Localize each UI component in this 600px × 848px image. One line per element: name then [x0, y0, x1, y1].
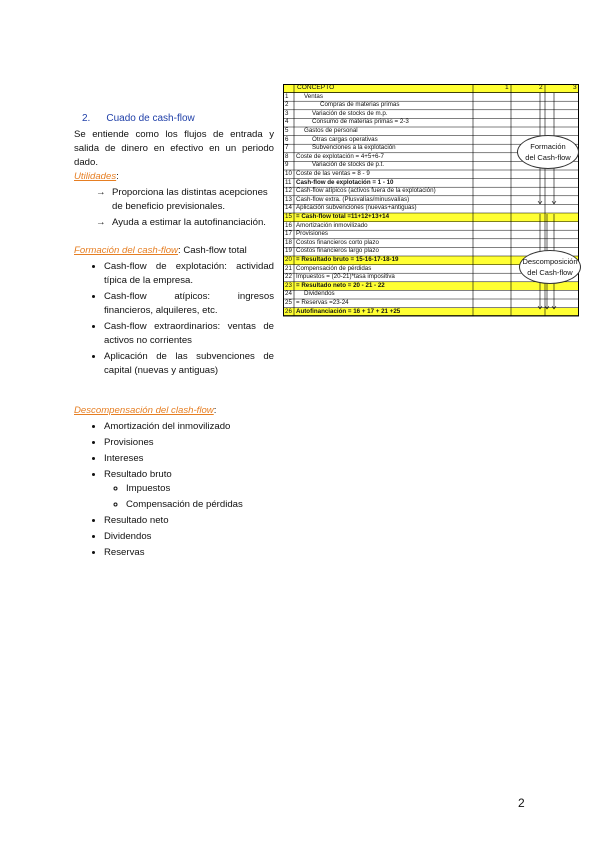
list-item: • Resultado bruto ◦ Impuestos ◦ Compensación de pérdidas	[104, 468, 274, 512]
section-intro: Se entiende como los flujos de entrada y salida de dinero en efectivo en un periodo dado.	[74, 129, 274, 168]
row-label: Coste de explotación = 4+5+6-7	[296, 152, 384, 160]
row-number: 18	[285, 238, 292, 246]
callout-formacion: Formación del Cash-flow	[517, 135, 579, 169]
row-label: Costos financieros largo plazo	[296, 247, 379, 255]
list-item: • Intereses	[104, 452, 274, 466]
page-number: 2	[518, 796, 525, 810]
formacion-heading: Formación del cash-flow: Cash-flow total	[74, 245, 247, 256]
row-number: 9	[285, 161, 289, 169]
text-column	[74, 112, 274, 562]
list-item: • Resultado neto	[104, 514, 274, 528]
row-label: Ventas	[304, 92, 323, 100]
row-label: Coste de las ventas = 8 - 9	[296, 170, 370, 177]
row-number: 16	[285, 221, 292, 229]
descompensacion-heading: Descompensación del clash-flow:	[74, 405, 217, 416]
row-label: = Resultado neto = 20 - 21 - 22	[296, 281, 385, 289]
callout-descomposicion: Descomposición del Cash-flow	[519, 250, 581, 284]
formacion-list	[74, 260, 274, 378]
section-title-text: Cuado de cash-flow	[106, 113, 195, 124]
row-label: Gastos de personal	[304, 127, 358, 134]
row-number: 15	[285, 213, 292, 220]
row-label: Subvenciones a la explotación	[312, 144, 396, 152]
row-label: Compensación de pérdidas	[296, 264, 372, 272]
row-number: 14	[285, 204, 292, 212]
sub-list	[104, 482, 274, 512]
section-number: 2.	[82, 113, 91, 124]
row-label: Amortización inmovilizado	[296, 221, 368, 229]
header-concepto: CONCEPTO	[297, 84, 335, 91]
row-number: 24	[285, 290, 292, 298]
row-number: 11	[285, 178, 292, 186]
row-label: Cash-flow atípicos (activos fuera de la explotación)	[296, 187, 436, 195]
utilidades-list	[74, 186, 274, 230]
row-number: 13	[285, 195, 292, 203]
row-number: 10	[285, 170, 292, 177]
row-number: 7	[285, 144, 289, 152]
row-number: 25	[285, 299, 292, 306]
list-item: • Cash-flow atípicos: ingresos financieros, alquileres, etc.	[104, 290, 274, 318]
row-number: 1	[285, 92, 289, 100]
row-label: Variación de stocks de p.t.	[312, 161, 385, 169]
list-item: • Provisiones	[104, 436, 274, 450]
header-col-2: 2	[539, 84, 543, 91]
row-label: Aplicación subvenciones (nuevas+antiguas)	[296, 204, 417, 212]
row-label: Cash-flow de explotación = 1 - 10	[296, 178, 394, 186]
row-label: Consumo de materias primas = 2-3	[312, 118, 409, 126]
row-label: = Cash-flow total =11+12+13+14	[296, 213, 390, 220]
row-number: 2	[285, 101, 289, 109]
list-item: • Cash-flow de explotación: actividad típica de la empresa.	[104, 260, 274, 288]
section-title	[82, 112, 274, 126]
list-item: → Ayuda a estimar la autofinanciación.	[96, 216, 274, 230]
row-label: Costos financieros corto plazo	[296, 238, 379, 246]
row-number: 5	[285, 127, 289, 134]
sub-list-item: ◦ Compensación de pérdidas	[126, 498, 274, 512]
list-item: • Aplicación de las subvenciones de capital (nuevas y antiguas)	[104, 350, 274, 378]
row-label: Compras de materias primas	[320, 101, 400, 109]
row-label: Dividendos	[304, 290, 335, 298]
row-number: 26	[285, 307, 292, 315]
row-label: Provisiones	[296, 230, 328, 238]
row-number: 22	[285, 273, 292, 281]
row-number: 17	[285, 230, 292, 238]
utilidades-heading: Utilidades:	[74, 171, 119, 182]
row-label: = Resultado bruto = 15-16-17-18-19	[296, 256, 399, 263]
row-number: 6	[285, 135, 289, 143]
list-item: • Cash-flow extraordinarios: ventas de activos no corrientes	[104, 320, 274, 348]
header-col-1: 1	[505, 84, 509, 91]
header-col-3: 3	[573, 84, 577, 91]
cash-flow-table	[283, 84, 579, 317]
row-number: 23	[285, 281, 292, 289]
descompensacion-list	[74, 420, 274, 560]
row-label: = Reservas =23-24	[296, 299, 349, 306]
row-label: Variación de stocks de m.p.	[312, 109, 388, 117]
row-number: 12	[285, 187, 292, 195]
sub-list-item: ◦ Impuestos	[126, 482, 274, 496]
row-label: Impuestos = (20-21)*tasa impositiva	[296, 273, 395, 281]
row-number: 20	[285, 256, 292, 263]
row-number: 4	[285, 118, 289, 126]
row-number: 3	[285, 109, 289, 117]
row-label: Cash-flow extra. (Plusvalías/minusvalías)	[296, 195, 410, 203]
list-item: • Dividendos	[104, 530, 274, 544]
list-item: • Reservas	[104, 546, 274, 560]
list-item: → Proporciona las distintas acepciones de beneficio previsionales.	[96, 186, 274, 214]
row-label: Otras cargas operativas	[312, 135, 378, 143]
list-item: • Amortización del inmovilizado	[104, 420, 274, 434]
row-label: Autofinanciación = 16 + 17 + 21 +25	[296, 307, 401, 315]
row-number: 19	[285, 247, 292, 255]
row-number: 8	[285, 152, 289, 160]
row-number: 21	[285, 264, 292, 272]
